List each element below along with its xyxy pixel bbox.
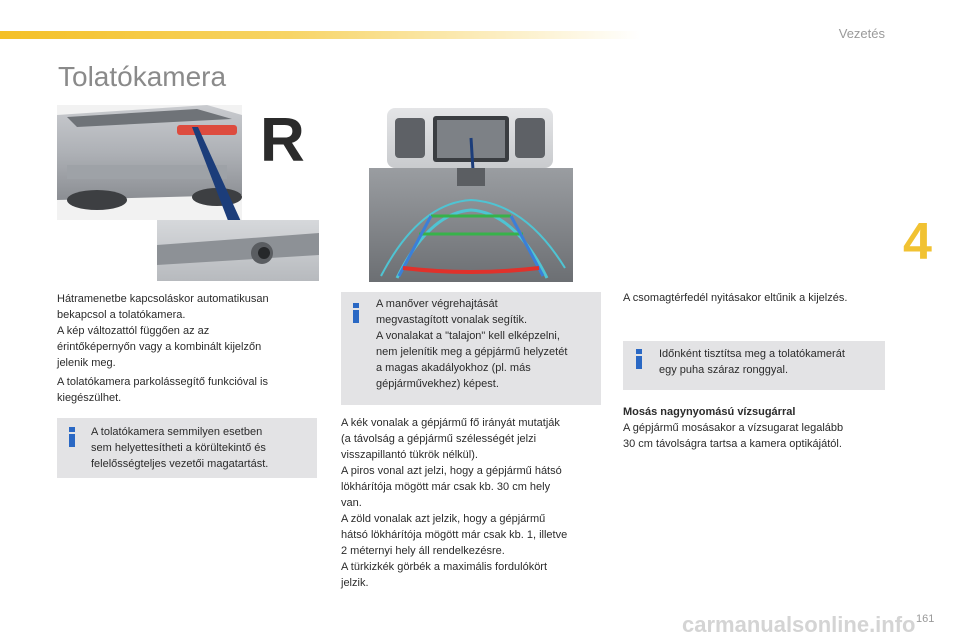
camera-lens bbox=[258, 247, 270, 259]
right-subheading: Mosás nagynyomású vízsugárral bbox=[623, 406, 796, 418]
right-para-1: A csomagtérfedél nyitásakor eltűnik a kijelzés. bbox=[623, 292, 848, 304]
watermark: carmanualsonline.info bbox=[682, 612, 916, 637]
left-info-box bbox=[57, 418, 317, 478]
air-vent-left bbox=[395, 118, 425, 158]
camera-view-object bbox=[457, 168, 485, 186]
right-info-box bbox=[623, 341, 885, 390]
chapter-number: 4 bbox=[903, 213, 932, 271]
car-rear-light bbox=[177, 125, 237, 135]
middle-para: A kék vonalak a gépjármű fő irányát mutatják (a távolság a gépjármű szélességét jelzi visszapillantó tükrök nélkül). A piros vonal azt jelzi, hogy a gépjármű hátsó lökhárítója mögött már csak kb. 30 cm hely van. A zöld vonalak azt jelzik, hogy a gépjármű hátsó lökhárítója mögött már csak kb. 1, illetve 2 méternyi hely áll rendelkezésre. A türkizkék görbék a maximális fordulókört jelzik. bbox=[341, 417, 568, 589]
section-title: Vezetés bbox=[838, 26, 885, 41]
left-info-text: A tolatókamera semmilyen esetben sem helyettesítheti a körültekintő és felelősségteljes vezetői magatartást. bbox=[91, 426, 269, 470]
right-info-text: Időnként tisztítsa meg a tolatókamerát egy puha száraz ronggyal. bbox=[659, 348, 845, 376]
touchscreen-camera-view-illustration bbox=[369, 108, 573, 282]
car-wheel bbox=[67, 190, 127, 210]
left-para-1: Hátramenetbe kapcsoláskor automatikusan bekapcsol a tolatókamera. A kép változattól függően az az érintőképernyőn vagy a kombinált kijelzőn jelenik meg. bbox=[57, 293, 269, 369]
car-rear-bumper bbox=[67, 165, 227, 179]
right-para-2: A gépjármű mosásakor a vízsugarat legalább 30 cm távolságra tartsa a kamera optikájától. bbox=[623, 422, 844, 450]
middle-info-box bbox=[341, 292, 601, 405]
header-accent-bar bbox=[0, 31, 640, 39]
middle-info-text: A manőver végrehajtását megvastagított vonalak segítik. A vonalakat a "talajon" kell elképzelni, nem jelenítik meg a gépjármű helyzetét a magas akadályokhoz (pl. más gépjárművekhez) képest. bbox=[376, 298, 568, 390]
car-rear-camera-illustration bbox=[57, 105, 319, 281]
gear-letter-r: R bbox=[260, 106, 305, 175]
page-title: Tolatókamera bbox=[58, 61, 227, 92]
left-para-2: A tolatókamera parkolássegítő funkcióval is kiegészülhet. bbox=[57, 376, 268, 404]
air-vent-right bbox=[515, 118, 545, 158]
page-number: 161 bbox=[916, 613, 935, 625]
